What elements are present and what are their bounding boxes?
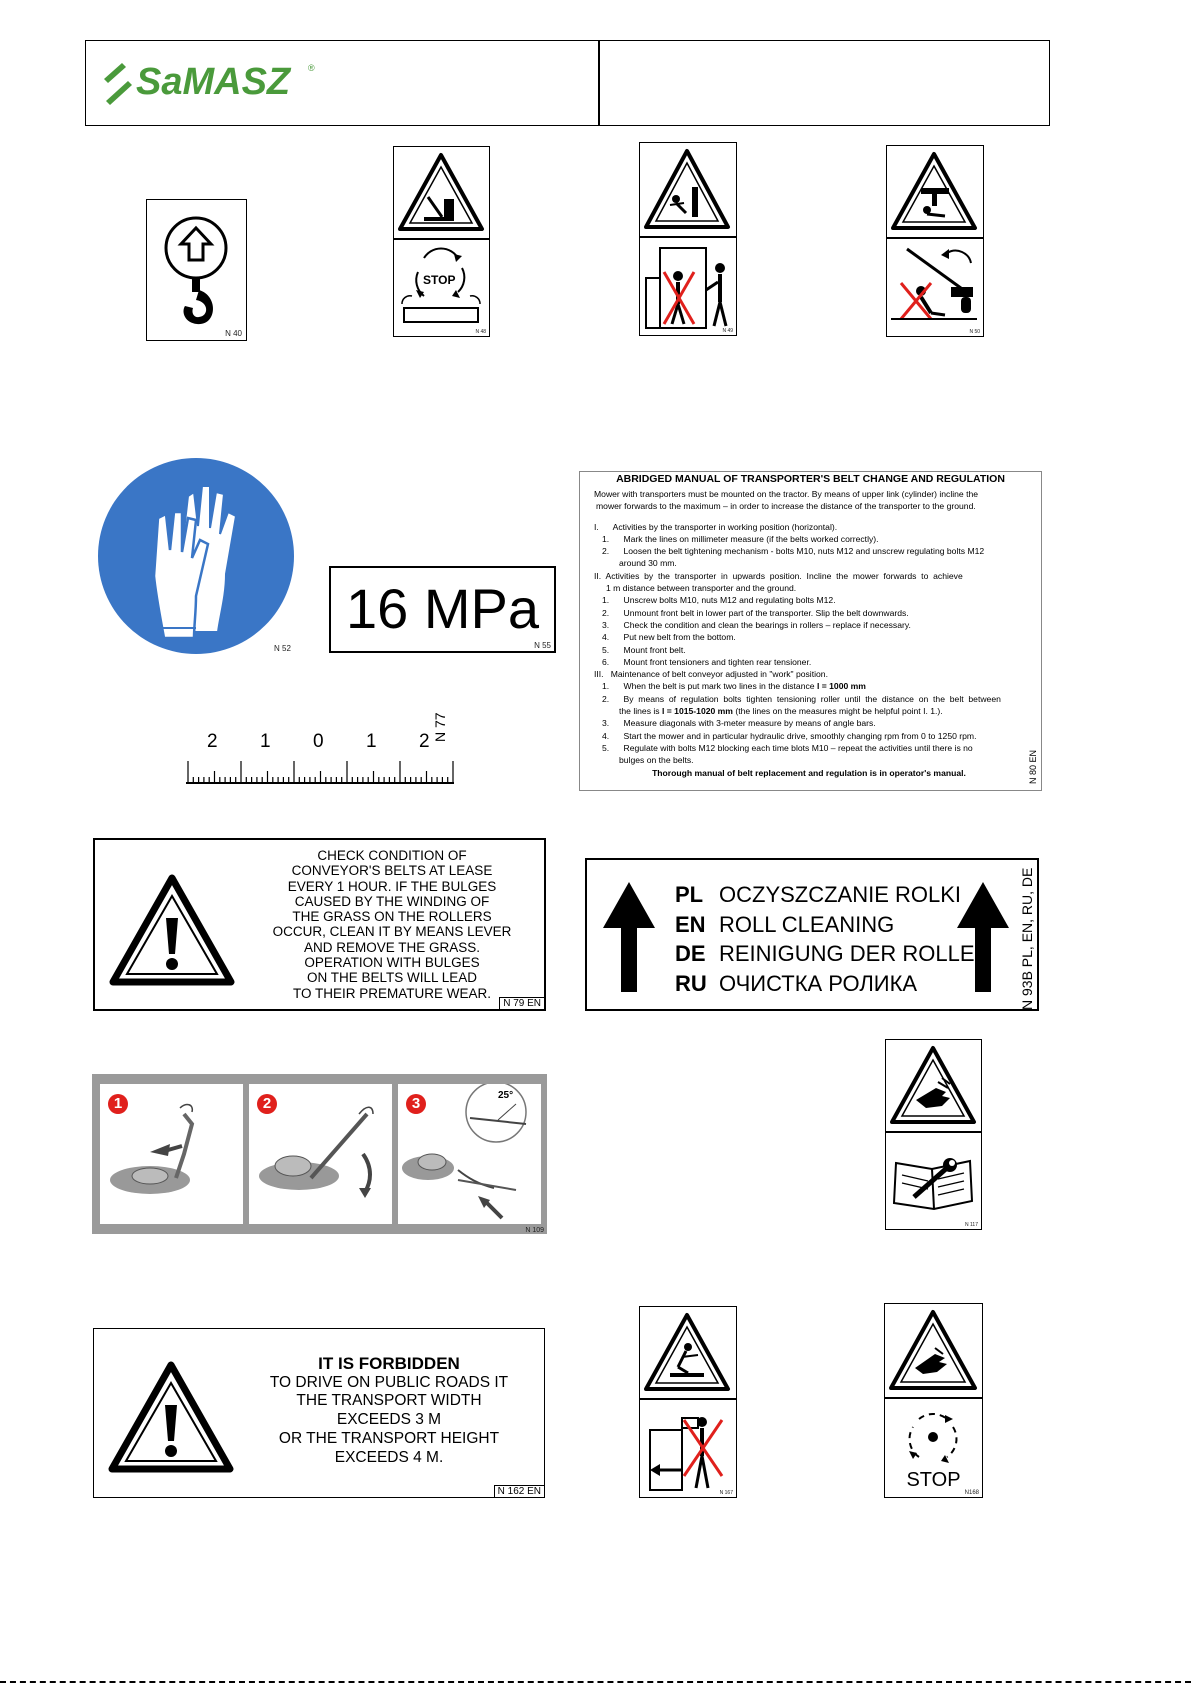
forbidden-line: THE TRANSPORT WIDTH [296,1392,482,1410]
scale-number: 2 [419,731,430,752]
language-code: EN [675,911,706,937]
person-under-machine-icon [640,238,735,336]
sign-code: N 162 EN [494,1485,544,1497]
sign-code: N 49 [722,328,733,334]
sign-n52-wear-gloves [96,456,296,656]
arrow-up-icon [603,882,655,992]
sign-n167-no-riding [639,1306,737,1498]
samasz-logo-mark-icon [98,57,138,105]
manual-body [594,488,1024,779]
sign-n168-stop-rotating [884,1303,983,1498]
header-divider [598,41,600,125]
manual-line: 2. Loosen the belt tightening mechanism - bolts M10, nuts M12 and unscrew regulating bolts M12 [602,546,985,557]
sign-n55-pressure [329,566,556,653]
logo-wordmark: SaMASZ [136,61,291,103]
roll-cleaning-row [675,880,975,910]
roll-cleaning-text: REINIGUNG DER ROLLE [719,941,975,966]
step-number: 1 [113,1095,123,1112]
roll-cleaning-text: ОЧИСТКА РОЛИКА [719,970,918,996]
falling-parts-warning-icon [640,143,735,237]
manual-line: 3. Check the condition and clean the bearings in rollers – replace if necessary. [602,619,911,630]
exclamation-warning-icon [109,874,235,986]
forbidden-line: TO DRIVE ON PUBLIC ROADS IT [269,1373,509,1391]
crushing-from-above-warning-icon [887,146,982,238]
sign-n77-measuring-scale [184,712,459,786]
manual-line [594,680,1024,692]
falling-person-warning-icon [640,1307,735,1399]
manual-line: 1 m distance between transporter and the ground. [606,583,797,594]
stop-rotation-icon [394,240,488,336]
manual-line: 2. Unmount front belt in lower part of the transporter. Slip the belt downwards. [602,607,909,618]
roll-cleaning-text: OCZYSZCZANIE ROLKI [719,882,962,907]
step-badge [406,1094,426,1114]
warning-line: OCCUR, CLEAN IT BY MEANS LEVER [272,924,512,940]
sign-code: N 79 EN [499,997,544,1009]
samasz-logo [98,57,318,105]
page-bottom-rule [0,1681,1191,1683]
sign-code: N 80 EN [1028,749,1038,784]
scale-number: 2 [207,731,218,752]
sign-n109-cleaning-steps [92,1074,547,1234]
manual-line: II. Activities by the transporter in upwards position. Incline the mower forwards to achieve [594,570,963,581]
step-number: 3 [411,1095,421,1112]
forbidden-line: OR THE TRANSPORT HEIGHT [278,1429,500,1447]
sign-code: N 77 [432,712,448,742]
manual-footer: Thorough manual of belt replacement and regulation is in operator's manual. [652,767,966,778]
sign-n50-stay-clear-tipping [886,145,984,337]
belt-warning-text [267,848,517,1001]
sign-n49-stay-clear-lifting [639,142,737,336]
scale-number: 1 [260,731,271,752]
sign-n117-read-manual [885,1039,982,1230]
scale-number: 0 [313,731,324,752]
manual-line: 5. Regulate with bolts M12 blocking each time blots M10 – repeat the activities until there is no [602,742,973,753]
sign-code: N 117 [965,1222,978,1228]
roll-cleaning-row [675,910,975,940]
step-panel [398,1084,541,1224]
sign-code: N 109 [525,1227,544,1234]
manual-text: (the lines on the measures might be helpful point I. 1.). [732,706,943,717]
hand-crush-warning-icon [394,147,488,239]
forbidden-text [254,1355,524,1467]
manual-bold-value: l = 1000 mm [816,681,866,692]
step-number: 2 [262,1095,272,1112]
manual-text: 1. When the belt is put mark two lines in the distance [602,681,817,692]
manual-line: bulges on the belts. [619,755,694,766]
manual-line: 1. Mark the lines on millimeter measure (if the belts worked correctly). [602,533,879,544]
roll-cleaning-row [675,939,975,969]
sign-code: N168 [964,1490,979,1496]
sign-n93-roll-cleaning [585,858,1039,1011]
sign-code: N 55 [534,641,551,650]
manual-line: mower forwards to the maximum – in order to increase the distance of the transporter to the ground. [596,501,976,512]
tipping-frame-person-icon [887,239,982,337]
manual-line [594,705,1024,717]
manual-line: I. Activities by the transporter in working position (horizontal). [594,521,838,532]
warning-line: ON THE BELTS WILL LEAD [306,970,478,986]
manual-line: 1. Unscrew bolts M10, nuts M12 and regulating bolts M12. [602,595,836,606]
hand-entanglement-warning-icon [886,1040,980,1132]
language-code: RU [675,970,707,996]
stop-label: STOP [423,273,456,287]
sign-n48-stop-before-service [393,146,490,337]
sign-n80-belt-manual [579,471,1042,791]
roll-cleaning-list [675,880,975,998]
manual-line: 4. Start the mower and in particular hydraulic drive, smoothly changing rpm from 0 to 1250 rpm. [602,730,977,741]
warning-line: CONVEYOR'S BELTS AT LEASE [291,863,493,879]
sign-code: N 167 [719,1490,733,1496]
sign-code: N 40 [225,329,242,338]
warning-line: EVERY 1 HOUR. IF THE BULGES [287,878,497,894]
forbidden-line: EXCEEDS 4 M. [334,1448,444,1466]
rotating-blade-hand-warning-icon [885,1304,981,1398]
exclamation-warning-icon [108,1361,234,1473]
manual-text: the lines is [619,706,662,717]
manual-line: Mower with transporters must be mounted on the tractor. By means of upper link (cylinder) incline the [594,489,979,499]
pressure-value: 16 MPa [346,577,539,640]
manual-line: III. Maintenance of belt conveyor adjusted in "work" position. [594,669,828,680]
manual-title: ABRIDGED MANUAL OF TRANSPORTER'S BELT CHANGE AND REGULATION [616,473,1005,485]
manual-line: 3. Measure diagonals with 3-meter measure by means of angle bars. [602,718,876,729]
language-code: DE [675,941,706,966]
sign-n40-lifting-point [146,199,247,341]
sign-code: N 52 [274,644,291,653]
sign-code: N 93B PL, EN, RU, DE [1019,867,1035,1010]
scale-number: 1 [366,731,377,752]
stop-label: STOP [906,1469,961,1491]
manual-line: 6. Mount front tensioners and tighten rear tensioner. [602,656,812,667]
manual-line: 4. Put new belt from the bottom. [602,632,736,643]
logo-registered-mark: ® [308,63,315,73]
warning-line: OPERATION WITH BULGES [304,955,480,971]
sign-code: N 48 [475,329,486,335]
document-header [85,40,1050,126]
lifting-hook-icon [147,200,245,338]
roll-cleaning-text: ROLL CLEANING [719,911,895,937]
manual-bold-value: l = 1015-1020 mm [662,706,733,717]
forbidden-title: IT IS FORBIDDEN [318,1354,460,1373]
step-badge [108,1094,128,1114]
warning-line: THE GRASS ON THE ROLLERS [292,909,492,925]
no-riding-on-machine-icon [640,1400,735,1498]
step-badge [257,1094,277,1114]
manual-line: around 30 mm. [619,558,677,569]
language-code: PL [675,882,704,907]
sign-n79-belt-condition [93,838,546,1011]
warning-line: TO THEIR PREMATURE WEAR. [292,985,492,1001]
forbidden-line: EXCEEDS 3 M [336,1411,442,1429]
manual-line: 2. By means of regulation bolts tighten tensioning roller until the distance on the belt between [602,693,1001,704]
sign-code: N 50 [969,329,980,335]
manual-line: 5. Mount front belt. [602,644,686,655]
read-manual-book-icon [886,1133,980,1229]
gloves-mandatory-icon [96,456,296,656]
angle-label: 25° [498,1090,514,1101]
step-panel [249,1084,392,1224]
sign-n162-transport-forbidden [93,1328,545,1498]
roll-cleaning-row [675,969,975,999]
step-panel [100,1084,243,1224]
warning-line: CHECK CONDITION OF [317,848,467,863]
warning-line: AND REMOVE THE GRASS. [303,939,481,955]
warning-line: CAUSED BY THE WINDING OF [294,893,490,909]
